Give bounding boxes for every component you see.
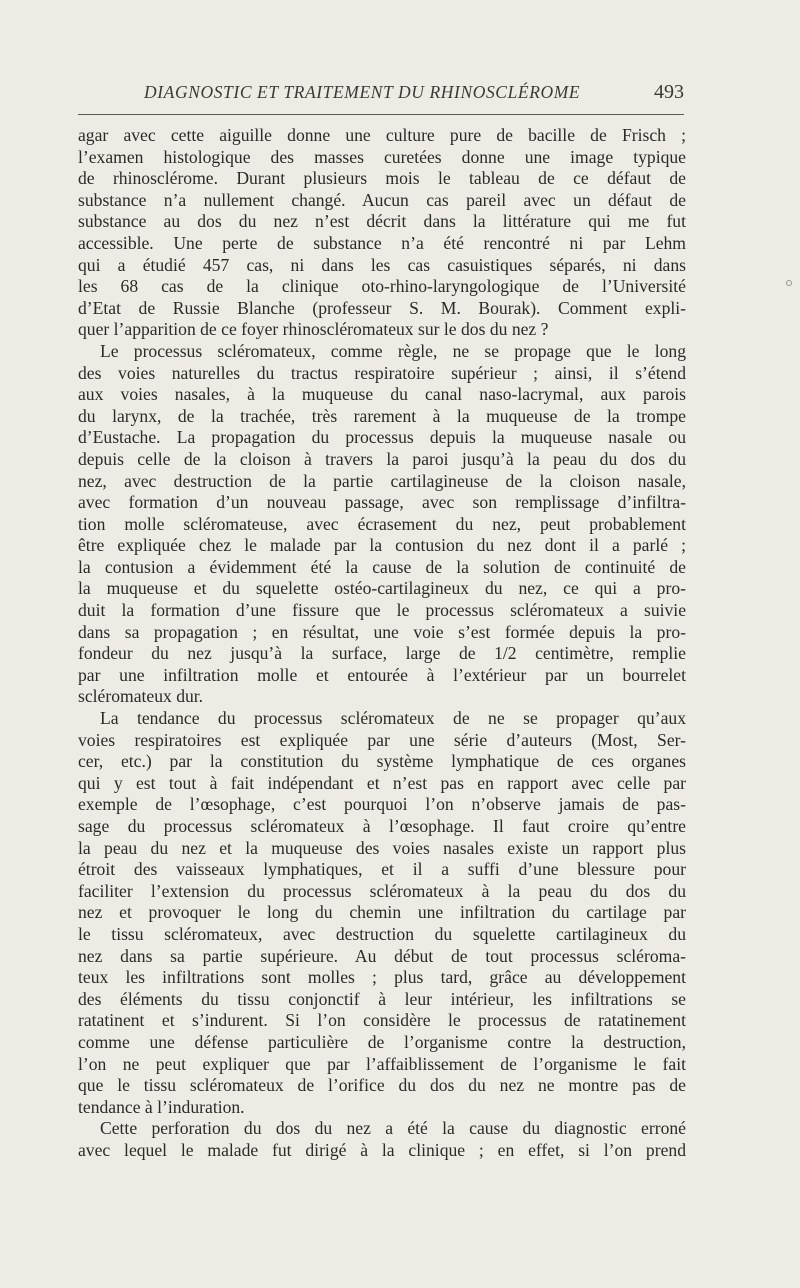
text-line: quer l’apparition de ce foyer rhinoscléromateux sur le dos du nez ?	[78, 319, 549, 340]
paragraph-first-line: Cette perforation du dos du nez a été la cause du diagnostic erroné	[100, 1118, 686, 1139]
paragraph-first-line: La tendance du processus scléromateux de ne se propager qu’aux	[100, 708, 686, 729]
text-line: le tissu scléromateux, avec destruction du squelette cartilagineux du	[78, 923, 686, 944]
text-line: nez dans sa partie supérieure. Au début de tout processus scléroma-	[78, 945, 686, 966]
text-line: l’on ne peut expliquer que par l’affaiblissement de l’organisme le fait	[78, 1053, 686, 1074]
text-line: qui y est tout à fait indépendant et n’est pas en rapport avec celle par	[78, 772, 686, 793]
text-line: nez, avec destruction de la partie cartilagineuse de la cloison nasale,	[78, 470, 686, 491]
text-line: aux voies nasales, à la muqueuse du canal naso-lacrymal, aux parois	[78, 384, 686, 405]
text-line: l’examen histologique des masses curetées donne une image typique	[78, 146, 686, 167]
text-line: étroit des vaisseaux lymphatiques, et il a suffi d’une blessure pour	[78, 859, 686, 880]
text-line: la muqueuse et du squelette ostéo-cartilagineux du nez, ce qui a pro-	[78, 578, 686, 599]
text-line: depuis celle de la cloison à travers la paroi jusqu’à la peau du dos du	[78, 448, 686, 469]
text-line: comme une défense particulière de l’organisme contre la destruction,	[78, 1031, 686, 1052]
text-line: la contusion a évidemment été la cause de la solution de continuité de	[78, 556, 686, 577]
text-line: avec formation d’un nouveau passage, avec son remplissage d’infiltra-	[78, 492, 686, 513]
text-line: substance n’a nullement changé. Aucun cas pareil avec un défaut de	[78, 189, 686, 210]
page-number: 493	[654, 81, 684, 103]
text-line: tendance à l’induration.	[78, 1096, 245, 1117]
paper-speck	[786, 280, 792, 286]
text-line: des voies naturelles du tractus respiratoire supérieur ; ainsi, il s’étend	[78, 362, 686, 383]
paragraph-first-line: Le processus scléromateux, comme règle, ne se propage que le long	[100, 340, 686, 361]
text-line: par une infiltration molle et entourée à l’extérieur par un bourrelet	[78, 664, 686, 685]
text-line: sage du processus scléromateux à l’œsophage. Il faut croire qu’entre	[78, 816, 686, 836]
text-line: faciliter l’extension du processus scléromateux à la peau du dos du	[78, 880, 686, 901]
text-line: accessible. Une perte de substance n’a été rencontré ni par Lehm	[78, 232, 686, 253]
text-line: substance au dos du nez n’est décrit dans la littérature qui me fut	[78, 211, 686, 232]
header-rule	[78, 114, 684, 115]
text-line: agar avec cette aiguille donne une culture pure de bacille de Frisch ;	[78, 125, 686, 145]
text-line: exemple de l’œsophage, c’est pourquoi l’on n’observe jamais de pas-	[78, 794, 686, 815]
text-line: du larynx, de la trachée, très rarement à la muqueuse de la trompe	[78, 405, 686, 426]
text-line: d’Eustache. La propagation du processus depuis la muqueuse nasale ou	[78, 427, 686, 448]
text-line: dans sa propagation ; en résultat, une voie s’est formée depuis la pro-	[78, 621, 686, 642]
text-line: voies respiratoires est expliquée par une série d’auteurs (Most, Ser-	[78, 729, 686, 750]
text-line: fondeur du nez jusqu’à la surface, large de 1/2 centimètre, remplie	[78, 643, 686, 664]
text-line: être expliquée chez le malade par la contusion du nez dont il a parlé ;	[78, 535, 686, 556]
text-line: duit la formation d’une fissure que le processus scléromateux a suivie	[78, 600, 686, 621]
text-line: scléromateux dur.	[78, 686, 204, 707]
text-line: avec lequel le malade fut dirigé à la clinique ; en effet, si l’on prend	[78, 1139, 686, 1160]
text-line: ratatinent et s’indurent. Si l’on considère le processus de ratatinement	[78, 1010, 686, 1031]
text-line: teux les infiltrations sont molles ; plus tard, grâce au développement	[78, 967, 686, 988]
text-line: qui a étudié 457 cas, ni dans les cas casuistiques séparés, ni dans	[78, 254, 686, 275]
text-line: la peau du nez et la muqueuse des voies nasales existe un rapport plus	[78, 837, 686, 858]
running-title: DIAGNOSTIC ET TRAITEMENT DU RHINOSCLÉROME	[144, 82, 581, 102]
text-line: de rhinosclérome. Durant plusieurs mois le tableau de ce défaut de	[78, 168, 686, 189]
text-line: que le tissu scléromateux de l’orifice du dos du nez ne montre pas de	[78, 1075, 686, 1096]
text-line: d’Etat de Russie Blanche (professeur S. M. Bourak). Comment expli-	[78, 297, 686, 318]
body-text	[78, 125, 686, 1162]
text-line: des éléments du tissu conjonctif à leur intérieur, les infiltrations se	[78, 988, 686, 1009]
text-line: tion molle scléromateuse, avec écrasement du nez, peut probablement	[78, 513, 686, 534]
text-line: cer, etc.) par la constitution du système lymphatique de ces organes	[78, 751, 686, 772]
text-line: nez et provoquer le long du chemin une infiltration du cartilage par	[78, 902, 686, 923]
page-header	[78, 82, 684, 106]
text-line: les 68 cas de la clinique oto-rhino-laryngologique de l’Université	[78, 276, 686, 297]
